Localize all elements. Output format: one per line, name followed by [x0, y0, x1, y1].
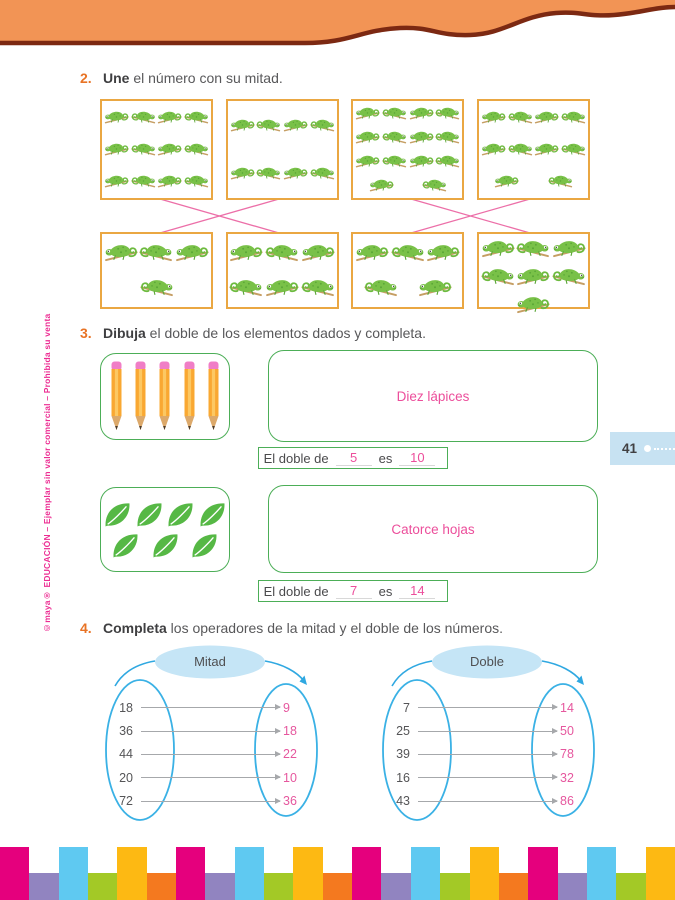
chameleon-icon — [508, 139, 533, 160]
chameleon-icon — [561, 139, 586, 160]
mitad-diagram — [85, 640, 325, 832]
diagram-row — [103, 743, 315, 766]
pencil-icon — [156, 360, 173, 434]
chameleon-icon — [355, 127, 380, 148]
chameleon-icon — [256, 115, 281, 136]
chameleon-icon — [481, 235, 515, 263]
chameleon-icon — [355, 103, 380, 124]
chameleon-box-bottom-1 — [100, 232, 213, 309]
footer-bar — [235, 847, 264, 900]
pencils-answer-text: Diez lápices — [396, 388, 470, 404]
diagram-row — [103, 696, 315, 719]
footer-bar — [528, 847, 557, 900]
chameleon-icon — [481, 139, 506, 160]
leaf-icon — [103, 500, 132, 529]
diagram-answer-number: 22 — [283, 747, 297, 762]
diagram-answer-number: 14 — [560, 700, 574, 715]
footer-bar — [470, 847, 499, 900]
badge-dot-icon — [644, 445, 651, 452]
footer-bar — [176, 847, 205, 900]
chameleon-icon — [265, 239, 299, 267]
diagram-answer-number: 18 — [283, 724, 297, 739]
diagram-row — [103, 790, 315, 813]
exercise2-number: 2. — [80, 70, 92, 86]
chameleon-icon — [283, 115, 308, 136]
diagram-input-number: 36 — [119, 724, 133, 739]
exercise3-number: 3. — [80, 325, 92, 341]
diagram-row — [380, 719, 592, 742]
chameleon-icon — [561, 107, 586, 128]
chameleon-box-bottom-4 — [477, 232, 590, 309]
copyright-side-text — [42, 293, 52, 633]
footer-bar — [117, 847, 146, 900]
leaf-icon — [151, 531, 180, 560]
footer-bar — [381, 873, 410, 900]
chameleon-icon — [435, 103, 460, 124]
footer-color-bars — [0, 847, 675, 900]
pencils-box — [100, 353, 230, 440]
leaves-answer-text: Catorce hojas — [391, 521, 475, 537]
chameleon-icon — [552, 263, 586, 291]
footer-bar — [293, 847, 322, 900]
exercise4-title-verb: Completa — [103, 620, 167, 636]
chameleon-icon — [369, 175, 394, 196]
chameleon-icon — [230, 163, 255, 184]
sentence-blank-result: 10 — [399, 450, 435, 466]
chameleon-icon — [310, 115, 335, 136]
diagram-input-number: 72 — [119, 794, 133, 809]
chameleon-icon — [418, 274, 452, 302]
chameleon-icon — [157, 107, 182, 128]
footer-bar — [59, 847, 88, 900]
footer-bar — [205, 873, 234, 900]
footer-bar — [29, 873, 58, 900]
chameleon-box-top-4 — [477, 99, 590, 200]
leaves-answer-box — [268, 485, 598, 573]
exercise2-heading — [80, 70, 283, 87]
chameleon-box-top-1 — [100, 99, 213, 200]
leaves-sentence-box — [258, 580, 448, 602]
chameleon-icon — [508, 107, 533, 128]
footer-bar — [646, 847, 675, 900]
exercise2-title-verb: Une — [103, 70, 130, 86]
leaves-box — [100, 487, 230, 572]
doble-diagram — [362, 640, 602, 832]
mitad-rows — [103, 696, 315, 813]
diagram-row — [380, 790, 592, 813]
sentence-prefix: El doble de — [263, 450, 329, 466]
exercise2-top-row — [100, 99, 590, 200]
diagram-input-number: 7 — [403, 700, 410, 715]
diagram-input-number: 43 — [396, 794, 410, 809]
chameleon-icon — [283, 163, 308, 184]
chameleon-icon — [534, 107, 559, 128]
diagram-row — [380, 743, 592, 766]
chameleon-icon — [364, 274, 398, 302]
doble-label: Doble — [470, 654, 504, 669]
pencils-answer-box — [268, 350, 598, 442]
pencil-icon — [205, 360, 222, 434]
arrow-line — [418, 707, 557, 708]
chameleon-icon — [426, 239, 460, 267]
chameleon-box-top-2 — [226, 99, 339, 200]
publisher-brand: ©maya® — [42, 590, 52, 633]
footer-bar — [499, 873, 528, 900]
chameleon-icon — [548, 171, 573, 192]
footer-bar — [264, 873, 293, 900]
exercise4-heading — [80, 620, 503, 637]
chameleon-icon — [534, 139, 559, 160]
chameleon-icon — [265, 274, 299, 302]
sentence-middle: es — [378, 583, 393, 599]
badge-dotted-line — [654, 448, 675, 450]
arrow-line — [141, 707, 280, 708]
exercise3-heading — [80, 325, 426, 342]
chameleon-icon — [184, 171, 209, 192]
chameleon-icon — [184, 107, 209, 128]
page-number: 41 — [622, 441, 638, 456]
chameleon-icon — [382, 127, 407, 148]
pencil-icon — [132, 360, 149, 434]
chameleon-icon — [184, 139, 209, 160]
arrow-line — [141, 754, 280, 755]
diagram-answer-number: 86 — [560, 794, 574, 809]
chameleon-icon — [494, 171, 519, 192]
exercise2-title-text: el número con su mitad. — [129, 70, 283, 86]
chameleon-icon — [140, 274, 174, 302]
copyright-text: EDUCACIÓN – Ejemplar sin valor comercial – Prohibida su venta — [42, 313, 52, 591]
chameleon-icon — [409, 103, 434, 124]
diagram-answer-number: 36 — [283, 794, 297, 809]
chameleon-icon — [516, 235, 550, 263]
footer-bar — [558, 873, 587, 900]
diagram-input-number: 20 — [119, 770, 133, 785]
arrow-line — [418, 754, 557, 755]
chameleon-box-bottom-2 — [226, 232, 339, 309]
diagram-input-number: 18 — [119, 700, 133, 715]
footer-bar — [352, 847, 381, 900]
chameleon-icon — [131, 107, 156, 128]
arrow-line — [141, 801, 280, 802]
pencil-icon — [181, 360, 198, 434]
sentence-middle: es — [378, 450, 393, 466]
footer-bar — [440, 873, 469, 900]
diagram-answer-number: 9 — [283, 700, 290, 715]
diagram-row — [103, 766, 315, 789]
chameleon-icon — [516, 263, 550, 291]
exercise4-title-text: los operadores de la mitad y el doble de los números. — [166, 620, 503, 636]
doble-rows — [380, 696, 592, 813]
pencils-sentence-box — [258, 447, 448, 469]
leaf-icon — [198, 500, 227, 529]
exercise2-bottom-row — [100, 232, 590, 309]
leaf-icon — [135, 500, 164, 529]
chameleon-icon — [230, 115, 255, 136]
chameleon-icon — [355, 151, 380, 172]
diagram-row — [103, 719, 315, 742]
exercise4-number: 4. — [80, 620, 92, 636]
exercise2-matching-area — [100, 99, 590, 309]
leaf-icon — [190, 531, 219, 560]
chameleon-icon — [104, 239, 138, 267]
chameleon-icon — [175, 239, 209, 267]
diagram-input-number: 39 — [396, 747, 410, 762]
sentence-blank-value: 7 — [336, 583, 372, 599]
chameleon-box-bottom-3 — [351, 232, 464, 309]
chameleon-icon — [301, 274, 335, 302]
sentence-prefix: El doble de — [263, 583, 329, 599]
sentence-blank-result: 14 — [399, 583, 435, 599]
diagram-answer-number: 78 — [560, 747, 574, 762]
arrow-line — [418, 731, 557, 732]
chameleon-icon — [104, 107, 129, 128]
diagram-input-number: 44 — [119, 747, 133, 762]
chameleon-icon — [552, 235, 586, 263]
footer-bar — [411, 847, 440, 900]
diagram-answer-number: 32 — [560, 770, 574, 785]
diagram-input-number: 25 — [396, 724, 410, 739]
diagram-input-number: 16 — [396, 770, 410, 785]
chameleon-icon — [382, 151, 407, 172]
diagram-answer-number: 50 — [560, 724, 574, 739]
chameleon-icon — [157, 139, 182, 160]
exercise3-title-verb: Dibuja — [103, 325, 146, 341]
exercise3-title-text: el doble de los elementos dados y completa. — [145, 325, 426, 341]
chameleon-icon — [157, 171, 182, 192]
mitad-label: Mitad — [194, 654, 226, 669]
footer-bar — [147, 873, 176, 900]
chameleon-icon — [422, 175, 447, 196]
chameleon-icon — [409, 151, 434, 172]
chameleon-icon — [256, 163, 281, 184]
diagram-row — [380, 696, 592, 719]
chameleon-icon — [435, 151, 460, 172]
chameleon-icon — [481, 263, 515, 291]
page-number-badge — [610, 432, 675, 465]
chameleon-icon — [301, 239, 335, 267]
diagram-row — [380, 766, 592, 789]
chameleon-icon — [481, 107, 506, 128]
diagram-answer-number: 10 — [283, 770, 297, 785]
chameleon-icon — [229, 274, 263, 302]
chameleon-icon — [355, 239, 389, 267]
leaf-icon — [111, 531, 140, 560]
chameleon-icon — [516, 291, 550, 319]
footer-bar — [587, 847, 616, 900]
pencil-icon — [108, 360, 125, 434]
chameleon-icon — [382, 103, 407, 124]
chameleon-icon — [139, 239, 173, 267]
chameleon-box-top-3 — [351, 99, 464, 200]
chameleon-icon — [310, 163, 335, 184]
chameleon-icon — [435, 127, 460, 148]
chameleon-icon — [229, 239, 263, 267]
arrow-line — [418, 777, 557, 778]
chameleon-icon — [131, 171, 156, 192]
arrow-line — [418, 801, 557, 802]
arrow-line — [141, 731, 280, 732]
footer-bar — [88, 873, 117, 900]
chameleon-icon — [409, 127, 434, 148]
footer-bar — [323, 873, 352, 900]
header-wave-decoration — [0, 0, 675, 52]
footer-bar — [616, 873, 645, 900]
chameleon-icon — [104, 171, 129, 192]
chameleon-icon — [104, 139, 129, 160]
chameleon-icon — [131, 139, 156, 160]
chameleon-icon — [391, 239, 425, 267]
arrow-line — [141, 777, 280, 778]
sentence-blank-value: 5 — [336, 450, 372, 466]
leaf-icon — [166, 500, 195, 529]
footer-bar — [0, 847, 29, 900]
